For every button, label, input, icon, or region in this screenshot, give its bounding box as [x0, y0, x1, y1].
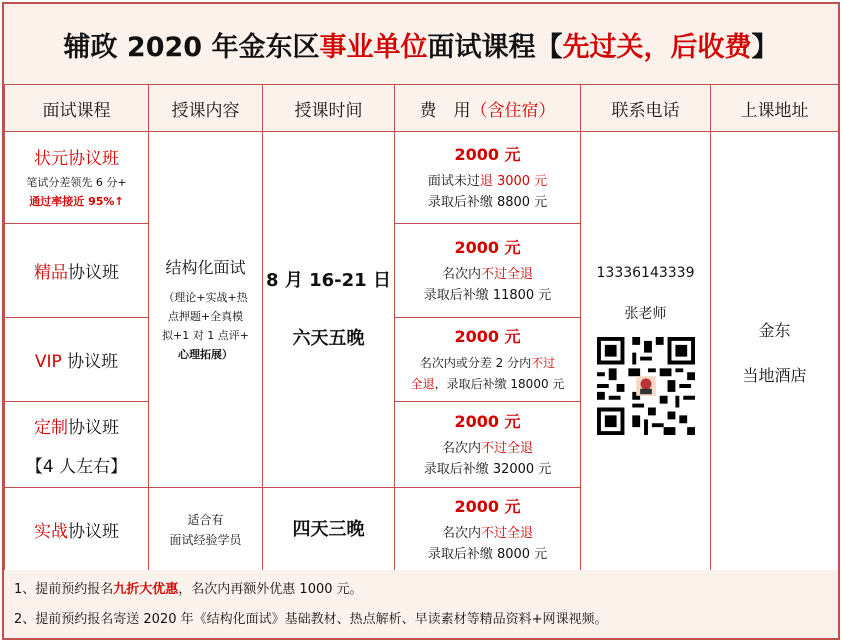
header-address: 上课地址 [711, 85, 839, 132]
time-main: 8 月 16-21 日 六天五晚 [263, 132, 395, 488]
fee-dingzhi: 2000 元 名次内不过全退 录取后补缴 32000 元 [395, 402, 581, 488]
header-phone: 联系电话 [581, 85, 711, 132]
time-shizhan: 四天三晚 [263, 488, 395, 572]
table-row [5, 132, 839, 224]
fee-vip: 2000 元 名次内或分差 2 分内不过 全退，录取后补缴 18000 元 [395, 318, 581, 402]
course-dingzhi: 定制协议班 【4 人左右】 [5, 402, 149, 488]
fee-shizhan: 2000 元 名次内不过全退 录取后补缴 8000 元 [395, 488, 581, 572]
page-frame [2, 2, 840, 640]
header-content: 授课内容 [149, 85, 263, 132]
fee-zhuangyuan: 2000 元 面试未过退 3000 元 录取后补缴 8800 元 [395, 132, 581, 224]
page-title: 辅政 2020 年金东区 事业单位 面试课程【 先过关，后收费 】 [4, 4, 838, 86]
contact-cell: 13336143339 张老师 [581, 132, 711, 572]
notes-section [4, 570, 838, 638]
course-shizhan: 实战协议班 [5, 488, 149, 572]
header-course: 面试课程 [5, 85, 149, 132]
address-cell: 金东 当地酒店 [711, 132, 839, 572]
qr-code-icon[interactable] [597, 337, 695, 435]
course-table [4, 84, 839, 572]
fee-jingpin: 2000 元 名次内不过全退 录取后补缴 11800 元 [395, 224, 581, 318]
note-1: 1、提前预约报名九折大优惠，名次内再额外优惠 1000 元。 [14, 582, 363, 597]
header-row [5, 85, 839, 132]
note-2: 2、提前预约报名寄送 2020 年《结构化面试》基础教材、热点解析、早读素材等精品资料+网课视频。 [14, 612, 608, 627]
content-shizhan: 适合有 面试经验学员 [149, 488, 263, 572]
header-time: 授课时间 [263, 85, 395, 132]
course-vip: VIP 协议班 [5, 318, 149, 402]
content-structured: 结构化面试 （理论+实战+热 点押题+全真模 拟+1 对 1 点评+ 心理拓展） [149, 132, 263, 488]
header-fee: 费 用（含住宿） [395, 85, 581, 132]
course-jingpin: 精品协议班 [5, 224, 149, 318]
course-zhuangyuan: 状元协议班 笔试分差领先 6 分+ 通过率接近 95%↑ [5, 132, 149, 224]
